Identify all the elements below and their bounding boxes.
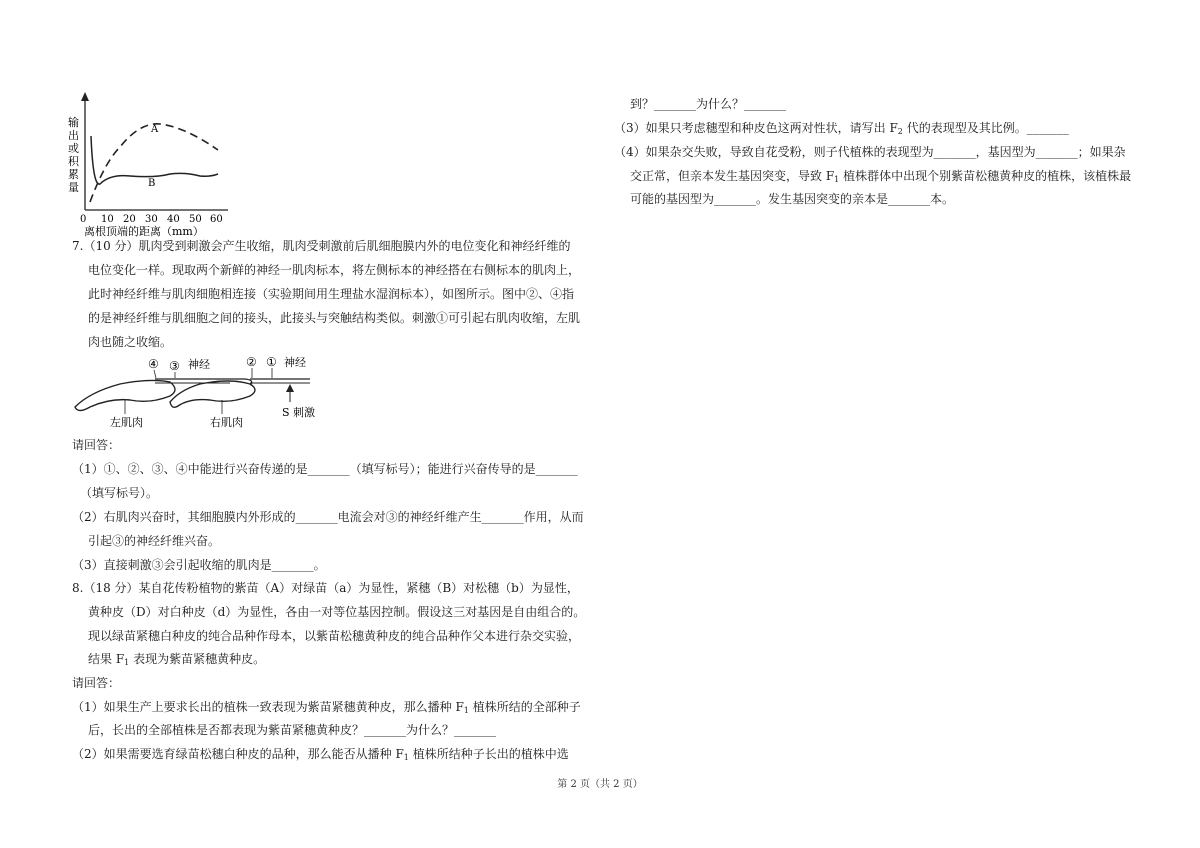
left-muscle-label: 左肌肉 [110,416,143,429]
y-label-char: 或 [68,142,79,155]
right-muscle-shape [170,381,255,407]
q8-line-4 [88,651,265,671]
q8-sub-4-post: 植株群体中出现个别紫苗松穗黄种皮的植株，该植株最 [839,169,1132,183]
q8-sub-1-pre: （1）如果生产上要求长出的植株一致表现为紫苗紧穗黄种皮，那么播种 F [72,700,464,714]
q8-sub-4-pre: 交正常，但亲本发生基因突变，导致 F [630,169,835,183]
q7-line-2: 电位变化一样。现取两个新鲜的神经一肌肉标本，将左侧标本的神经搭在右侧标本的肌肉上， [88,263,581,277]
q8-line-3: 现以绿苗紧穗白种皮的纯合品种作母本，以紫苗松穗黄种皮的纯合品种作父本进行杂交实验， [88,629,581,643]
q8-please-answer: 请回答： [72,676,121,690]
marker-4: ④ [148,357,159,371]
marker-3: ③ [169,359,180,373]
q7-sub-2-line-2: 引起③的神经纤维兴奋。 [88,534,221,548]
q8-sub-1-line-2: 后，长出的全部植株是否都表现为紫苗紧穗黄种皮？_______为什么？_______ [88,723,497,737]
y-label-char: 累 [68,168,79,181]
x-tick-label: 50 [189,214,202,225]
x-tick-label: 30 [145,214,158,225]
q8-sub-4-line-3: 可能的基因型为_______。发生基因突变的亲本是_______本。 [630,192,955,206]
right-muscle-label: 右肌肉 [210,416,243,429]
y-label-char: 输 [68,116,79,129]
x-tick-label: 10 [101,214,114,225]
y-axis-arrow-icon [81,92,89,101]
stimulus-label: S 刺激 [282,406,316,419]
q8-sub-3-pre: （3）如果只考虑穗型和种皮色这两对性状，请写出 F [614,121,898,135]
curve-a [90,124,218,202]
q8-line-4-post: 表现为紫苗紧穗黄种皮。 [129,652,266,666]
curve-b-label: B [148,178,156,189]
root-growth-graph [60,92,240,238]
q8-sub-1-post: 植株所结的全部种子 [468,700,581,714]
y-label-char: 积 [68,155,79,168]
y-label-char: 出 [68,129,79,142]
q7-sub-1-line-1: （1）①、②、③、④中能进行兴奋传递的是_______（填写标号）；能进行兴奋传导的是_______ [72,462,578,476]
curve-a-label: A [151,124,159,135]
page-footer: 第 2 页（共 2 页） [557,779,643,790]
q8-line-4-pre: 结果 F [88,652,125,666]
q8-sub-3-post: 代的表现型及其比例。_______ [902,121,1069,135]
q8-sub-2-continuation: 到？_______为什么？_______ [630,97,787,111]
x-tick-label: 20 [123,214,136,225]
q7-sub-2-line-1: （2）右肌肉兴奋时，其细胞膜内外形成的_______电流会对③的神经纤维产生_______作用，从而 [72,510,584,524]
q8-line-4-sub: 1 [124,658,130,667]
q8-sub-4-line-2 [630,168,1131,188]
q7-sub-3: （3）直接刺激③会引起收缩的肌肉是_______。 [72,558,326,572]
q7-line-1: 7.（10 分）肌肉受到刺激会产生收缩，肌肉受刺激前后肌细胞膜内外的电位变化和神经纤维的 [72,239,571,253]
stimulus-arrow-icon [286,384,294,392]
nerve-label-left: 神经 [188,358,210,371]
q8-line-2: 黄种皮（D）对白种皮（d）为显性，各由一对等位基因控制。假设这三对基因是自由组合的。 [88,605,586,619]
q7-please-answer: 请回答： [72,438,121,452]
marker-1: ① [266,355,277,369]
q7-line-3: 此时神经纤维与肌肉细胞相连接（实验期间用生理盐水湿润标本），如图所示。图中②、④指 [88,287,575,301]
q8-sub-4-line-1: （4）如果杂交失败，导致自花受粉，则子代植株的表现型为_______，基因型为_______；如果杂 [614,145,1126,159]
q7-line-4: 的是神经纤维与肌细胞之间的接头，此接头与突触结构类似。刺激①可引起右肌肉收缩，左肌 [88,311,581,325]
x-tick-label: 40 [167,214,180,225]
nerve-muscle-figure [70,352,330,430]
x-axis-label: 离根顶端的距离（mm） [84,225,204,238]
q8-sub-2-sub: 1 [403,753,409,762]
x-tick-label: 0 [80,214,87,225]
q8-sub-1-line-1 [72,699,581,719]
q8-line-1: 8.（18 分）某自花传粉植物的紫苗（A）对绿苗（a）为显性，紧穗（B）对松穗（b）为显性， [72,581,579,595]
q8-sub-4-sub: 1 [834,175,840,184]
x-tick-label: 60 [210,214,223,225]
q7-sub-1-line-2: （填写标号）。 [80,486,159,500]
y-label-char: 量 [68,181,79,194]
q8-sub-3 [614,120,1069,140]
marker-2: ② [246,355,257,369]
q7-line-5: 肉也随之收缩。 [88,335,173,349]
q8-sub-2-pre: （2）如果需要选育绿苗松穗白种皮的品种，那么能否从播种 F [72,747,404,761]
q8-sub-2-line-1 [72,746,569,766]
pointer-4 [154,370,156,378]
nerve-label-right: 神经 [284,356,306,369]
q8-sub-3-sub: 2 [897,127,903,136]
q8-sub-1-sub: 1 [463,706,469,715]
q8-sub-2-post: 植株所结种子长出的植株中选 [408,747,569,761]
